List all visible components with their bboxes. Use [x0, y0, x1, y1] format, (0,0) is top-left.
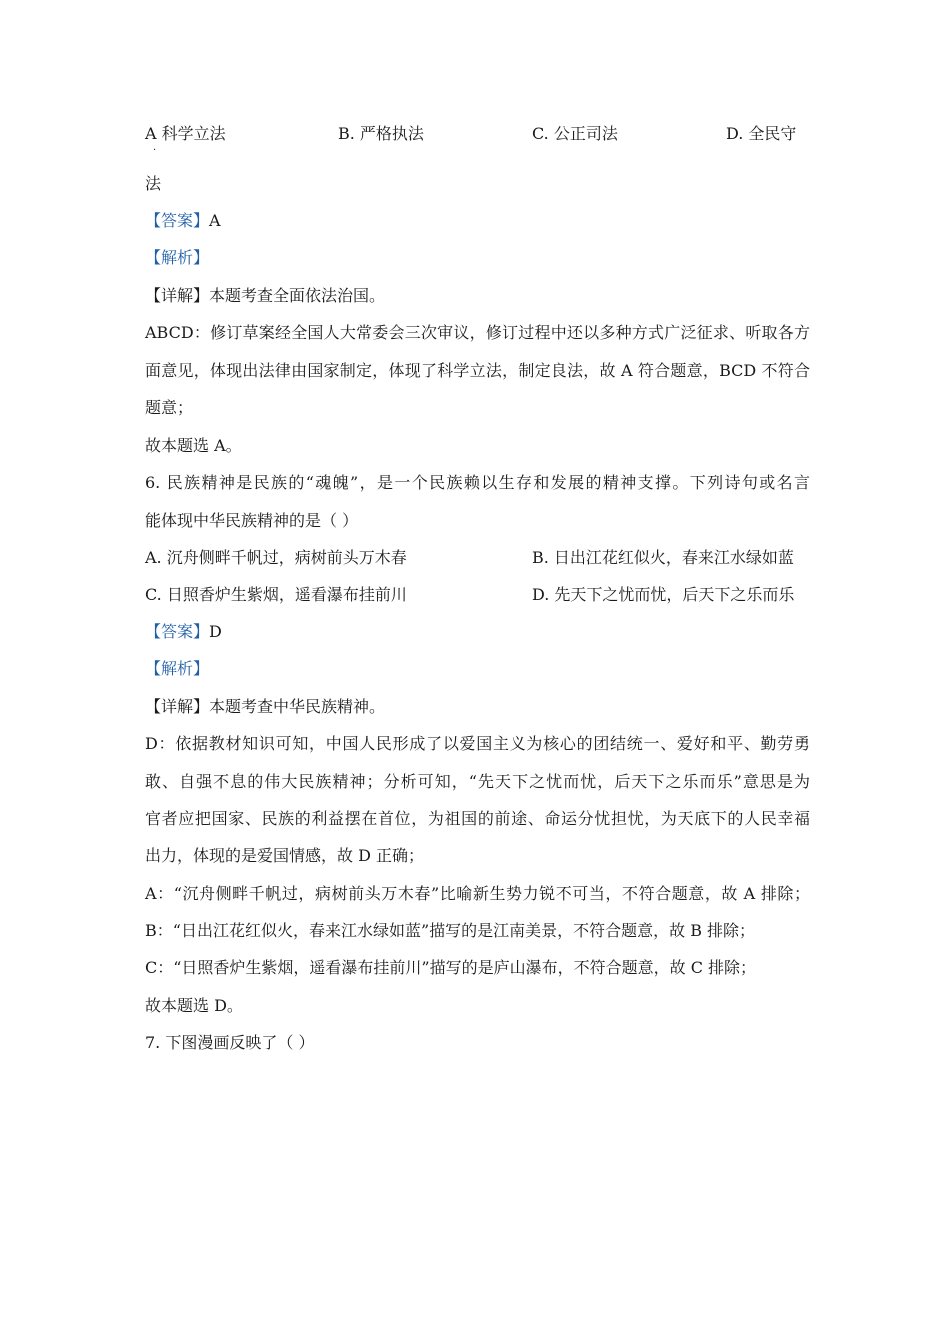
q5-option-a-dot: ·: [153, 145, 157, 156]
q6-analysis-heading: [145, 659, 810, 679]
q5-analysis-heading: [145, 248, 810, 268]
q6-conclusion: 故本题选 D。: [145, 996, 243, 1015]
q6-explanation-line: D：依据教材知识可知，中国人民形成了以爱国主义为核心的团结统一、爱好和平、勤劳勇: [145, 734, 810, 753]
q7-stem: 7. 下图漫画反映了（ ）: [145, 1033, 315, 1052]
q6-stem-line: 能体现中华民族精神的是（ ）: [145, 511, 359, 530]
q5-analysis-tag: 【解析】: [145, 248, 210, 267]
q5-option-b: B. 严格执法: [338, 124, 424, 143]
q5-option-a: A 科学立法: [145, 124, 226, 143]
q6-explanation-line: C：“日照香炉生紫烟，遥看瀑布挂前川”描写的是庐山瀑布，不符合题意，故 C 排除；: [145, 958, 757, 977]
q6-explanation-line: 出力，体现的是爱国情感，故 D 正确；: [145, 846, 425, 865]
q5-detail-tag: 【详解】: [145, 286, 210, 305]
q6-answer-value: D: [209, 622, 222, 641]
q6-explanation-line: A：“沉舟侧畔千帆过，病树前头万木春”比喻新生势力锐不可当，不符合题意，故 A 排除；: [145, 884, 810, 903]
q5-detail-text: 本题考查全面依法治国。: [209, 286, 386, 305]
q6-option-a: A. 沉舟侧畔千帆过，病树前头万木春: [145, 548, 407, 567]
q6-option-b: B. 日出江花红似火，春来江水绿如蓝: [532, 548, 794, 567]
q6-option-d: D. 先天下之忧而忧，后天下之乐而乐: [532, 585, 795, 604]
q5-detail: [145, 286, 810, 306]
q5-answer-value: A: [209, 211, 221, 230]
q5-explanation-line: 题意；: [145, 398, 194, 417]
q6-detail-tag: 【详解】: [145, 697, 210, 716]
q6-answer-tag: 【答案】: [145, 622, 210, 641]
q5-explanation-line: ABCD：修订草案经全国人大常委会三次审议，修订过程中还以多种方式广泛征求、听取各方: [145, 323, 810, 342]
q6-analysis-tag: 【解析】: [145, 659, 210, 678]
q6-explanation-line: 敢、自强不息的伟大民族精神；分析可知，“先天下之忧而忧，后天下之乐而乐”意思是为: [145, 772, 810, 791]
q5-conclusion: 故本题选 A。: [145, 436, 242, 455]
q5-option-d-wrap: 法: [145, 174, 162, 193]
q6-detail-text: 本题考查中华民族精神。: [209, 697, 386, 716]
q6-detail: [145, 697, 810, 717]
q5-option-d: D. 全民守: [726, 124, 797, 143]
q5-explanation-line: 面意见，体现出法律由国家制定，体现了科学立法，制定良法，故 A 符合题意，BCD 不符合: [145, 361, 810, 380]
q6-answer: [145, 622, 810, 642]
q5-answer-tag: 【答案】: [145, 211, 210, 230]
q6-stem-line: 6. 民族精神是民族的“魂魄”，是一个民族赖以生存和发展的精神支撑。下列诗句或名言: [145, 473, 810, 492]
q6-explanation-line: B：“日出江花红似火，春来江水绿如蓝”描写的是江南美景，不符合题意，故 B 排除；: [145, 921, 756, 940]
q5-option-c: C. 公正司法: [532, 124, 618, 143]
q6-option-c: C. 日照香炉生紫烟，遥看瀑布挂前川: [145, 585, 407, 604]
q5-answer: [145, 211, 810, 231]
q6-explanation-line: 官者应把国家、民族的利益摆在首位，为祖国的前途、命运分忧担忧，为天底下的人民幸福: [145, 809, 810, 828]
